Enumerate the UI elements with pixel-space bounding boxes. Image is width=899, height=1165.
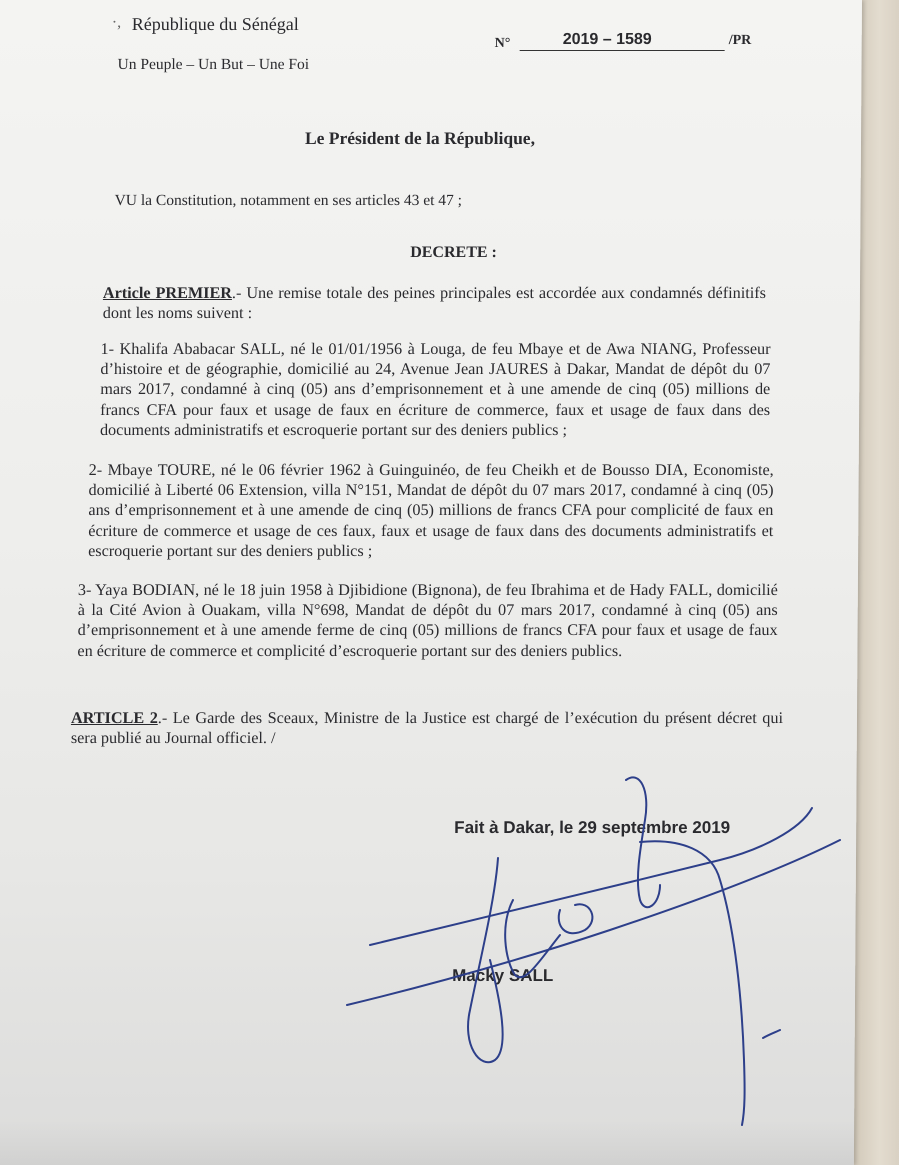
article-2-label: ARTICLE 2 bbox=[70, 709, 158, 727]
vu-clause: VU la Constitution, notamment en ses articles 43 et 47 ; bbox=[114, 192, 463, 209]
person-2-paragraph: 2- Mbaye TOURE, né le 06 février 1962 à Guinguinéo, de feu Cheikh et de Bousso DIA, Economiste, domicilié à Liberté 06 Extension, villa N°151, Mandat de dépôt du 07 mars 2017, condamné à cinq (05) ans d’emprisonnement et à une amende de cinq (05) millions de francs CFA pour complicité de faux en écriture de commerce et usage de ces faux, faux et usage de faux dans des documents administratifs et escroquerie portant sur des deniers publics ; bbox=[88, 461, 774, 560]
document-title: Le Président de la République, bbox=[304, 128, 536, 148]
person-3-paragraph: 3- Yaya BODIAN, né le 18 juin 1958 à Djibidione (Bignona), de feu Ibrahima et de Hady FALL, domicilié à la Cité Avion à Ouakam, villa N°698, Mandat de dépôt du 07 mars 2017, condamné à cinq (05) ans d’emprisonnement et à une amende ferme de cinq (05) millions de francs CFA pour faux et usage de faux en écriture de commerce et complicité d’escroquerie portant sur des deniers publics. bbox=[77, 581, 778, 660]
national-motto: Un Peuple – Un But – Une Foi bbox=[117, 56, 310, 73]
article-2-paragraph bbox=[71, 708, 783, 748]
decree-number-underline bbox=[520, 50, 725, 51]
signatory-name: Macky SALL bbox=[452, 966, 554, 985]
article-1-label: Article PREMIER bbox=[102, 284, 233, 302]
decree-number-suffix: /PR bbox=[728, 33, 752, 48]
person-1-paragraph: 1- Khalifa Ababacar SALL, né le 01/01/1956 à Louga, de feu Mbaye et de Awa NIANG, Professeur d’histoire et de géographie, domicilié au 24, Avenue Jean JAURES à Dakar, Mandat de dépôt du 07 mars 2017, condamné à cinq (05) ans d’emprisonnement et à une amende de cinq (05) millions de francs CFA pour faux et usage de faux en écriture de commerce, faux et usage de faux dans des documents administratifs et escroquerie portant sur des deniers publics ; bbox=[99, 340, 771, 439]
header-mark: ·, bbox=[111, 14, 122, 31]
decree-number-label: N° bbox=[494, 36, 511, 51]
decree-number-value: 2019 – 1589 bbox=[562, 31, 652, 48]
article-1-text: .- Une remise totale des peines principales est accordée aux condamnés définitifs dont les noms suivent : bbox=[102, 284, 767, 323]
article-1-paragraph bbox=[103, 283, 766, 323]
page-shading bbox=[0, 1120, 854, 1165]
decrete-heading: DECRETE : bbox=[410, 244, 497, 261]
article-2-text: .- Le Garde des Sceaux, Ministre de la Justice est chargé de l’exécution du présent décret qui sera publié au Journal officiel. / bbox=[70, 709, 784, 748]
place-date: Fait à Dakar, le 29 septembre 2019 bbox=[454, 818, 731, 837]
country-name: République du Sénégal bbox=[131, 14, 299, 34]
